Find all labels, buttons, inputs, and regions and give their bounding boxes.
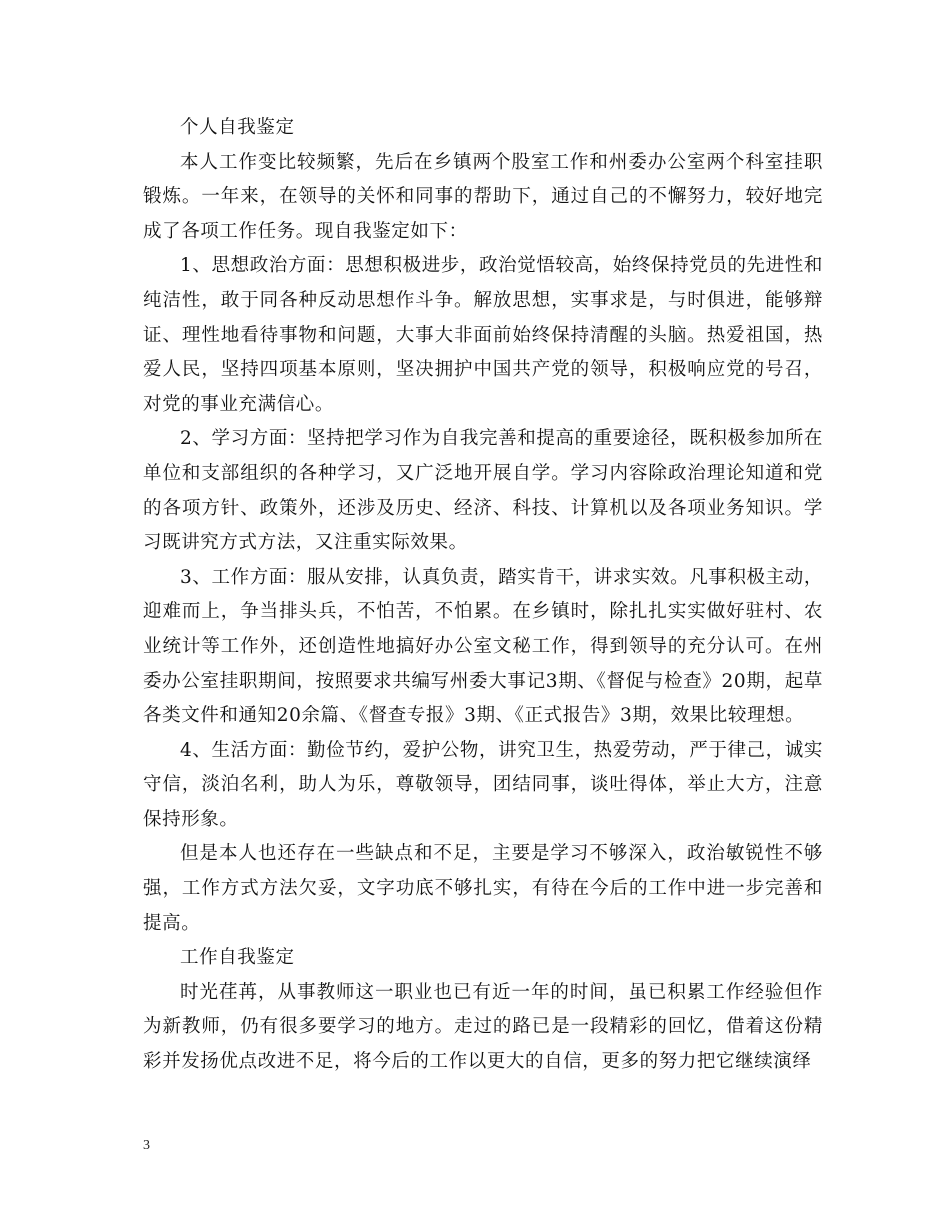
page-number: 3: [143, 1138, 150, 1153]
paragraph-intro: 本人工作变比较频繁，先后在乡镇两个股室工作和州委办公室两个科室挂职锻炼。一年来，在领导的关怀和同事的帮助下，通过自己的不懈努力，较好地完成了各项工作任务。现自我鉴定如下：: [143, 151, 823, 242]
section-title-personal: 个人自我鉴定: [180, 117, 295, 138]
document-body: [143, 111, 823, 1080]
paragraph-item-study: 2、学习方面：坚持把学习作为自我完善和提高的重要途径，既积极参加所在单位和支部组织的各种学习，又广泛地开展自学。学习内容除政治理论知道和党的各项方针、政策外，还涉及历史、经济、科技、计算机以及各项业务知识。学习既讲究方式方法，又注重实际效果。: [143, 428, 823, 554]
paragraph-closing: 但是本人也还存在一些缺点和不足，主要是学习不够深入，政治敏锐性不够强，工作方式方法欠妥，文字功底不够扎实，有待在今后的工作中进一步完善和提高。: [143, 843, 823, 934]
section-title-work: 工作自我鉴定: [180, 947, 295, 969]
paragraph-work-intro: 时光荏苒，从事教师这一职业也已有近一年的时间，虽已积累工作经验但作为新教师，仍有很多要学习的地方。走过的路已是一段精彩的回忆，借着这份精彩并发扬优点改进不足，将今后的工作以更大的自信，更多的努力把它继续演绎: [143, 981, 823, 1073]
paragraph-item-work: 3、工作方面：服从安排，认真负责，踏实肯干，讲求实效。凡事积极主动，迎难而上，争当排头兵，不怕苦，不怕累。在乡镇时，除扎扎实实做好驻村、农业统计等工作外，还创造性地搞好办公室文秘工作，得到领导的充分认可。在州委办公室挂职期间，按照要求共编写州委大事记3期、《督促与检查》20期，起草各类文件和通知20余篇、《督查专报》3期、《正式报告》3期，效果比较理想。: [143, 566, 823, 727]
paragraph-item-politics: 1、思想政治方面：思想积极进步，政治觉悟较高，始终保持党员的先进性和纯洁性，敢于同各种反动思想作斗争。解放思想，实事求是，与时俱进，能够辩证、理性地看待事物和问题，大事大非面前始终保持清醒的头脑。热爱祖国，热爱人民，坚持四项基本原则，坚决拥护中国共产党的领导，积极响应党的号召，对党的事业充满信心。: [143, 255, 823, 415]
paragraph-item-life: 4、生活方面：勤俭节约，爱护公物，讲究卫生，热爱劳动，严于律己，诚实守信，淡泊名利，助人为乐，尊敬领导，团结同事，谈吐得体，举止大方，注意保持形象。: [143, 739, 823, 830]
